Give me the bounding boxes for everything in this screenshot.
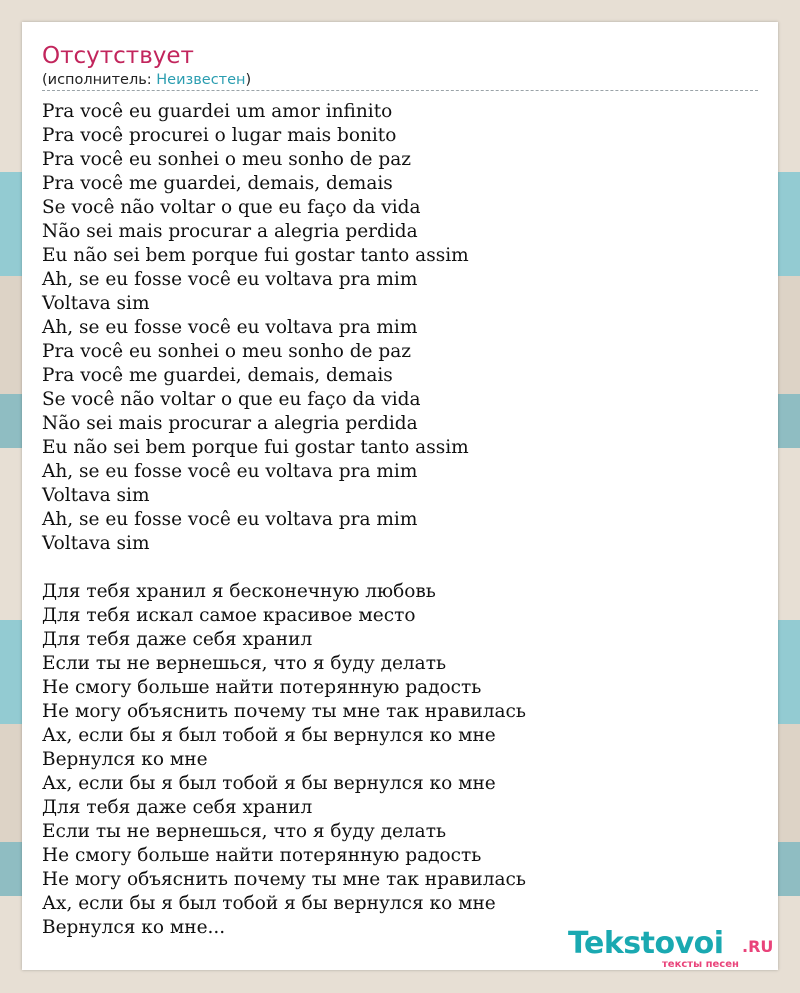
lyric-line: Eu não sei bem porque fui gostar tanto assim xyxy=(42,245,469,266)
lyric-line: Не смогу больше найти потерянную радость xyxy=(42,845,482,866)
lyrics-card xyxy=(22,22,778,970)
divider xyxy=(42,90,758,91)
site-logo[interactable] xyxy=(568,926,778,972)
lyric-line: Ах, если бы я был тобой я бы вернулся ко мне xyxy=(42,725,496,746)
lyric-line: Не могу объяснить почему ты мне так нравилась xyxy=(42,701,526,722)
lyric-line: Ах, если бы я был тобой я бы вернулся ко мне xyxy=(42,773,496,794)
logo-tagline: тексты песен xyxy=(662,959,739,970)
lyric-line: Ah, se eu fosse você eu voltava pra mim xyxy=(42,317,418,338)
logo-domain: .RU xyxy=(742,937,774,956)
lyric-line: Pra você eu sonhei o meu sonho de paz xyxy=(42,149,412,170)
lyric-line: Eu não sei bem porque fui gostar tanto assim xyxy=(42,437,469,458)
lyric-line: Не смогу больше найти потерянную радость xyxy=(42,677,482,698)
lyric-line: Если ты не вернешься, что я буду делать xyxy=(42,653,447,674)
lyric-line: Для тебя даже себя хранил xyxy=(42,629,313,650)
lyric-line: Ah, se eu fosse você eu voltava pra mim xyxy=(42,509,418,530)
lyric-line: Não sei mais procurar a alegria perdida xyxy=(42,413,418,434)
lyric-line: Voltava sim xyxy=(42,485,150,506)
lyric-line: Pra você eu sonhei o meu sonho de paz xyxy=(42,341,412,362)
lyric-line: Pra você eu guardei um amor infinito xyxy=(42,101,393,122)
lyric-line: Для тебя хранил я бесконечную любовь xyxy=(42,581,436,602)
artist-suffix: ) xyxy=(245,72,252,88)
lyric-line: Для тебя даже себя хранил xyxy=(42,797,313,818)
artist-link[interactable]: Неизвестен xyxy=(156,72,246,88)
lyric-line: Ah, se eu fosse você eu voltava pra mim xyxy=(42,269,418,290)
lyric-line: Voltava sim xyxy=(42,293,150,314)
artist-line xyxy=(42,71,251,89)
lyric-line: Voltava sim xyxy=(42,533,150,554)
lyric-line: Não sei mais procurar a alegria perdida xyxy=(42,221,418,242)
lyric-line-blank xyxy=(42,556,762,580)
lyric-line: Вернулся ко мне xyxy=(42,749,208,770)
lyric-line: Pra você me guardei, demais, demais xyxy=(42,365,393,386)
logo-name: Tekstovoi xyxy=(568,926,724,961)
lyric-line: Вернулся ко мне... xyxy=(42,917,226,938)
lyric-line: Не могу объяснить почему ты мне так нравилась xyxy=(42,869,526,890)
song-title: Отсутствует xyxy=(42,43,194,69)
lyric-line: Pra você me guardei, demais, demais xyxy=(42,173,393,194)
artist-prefix: (исполнитель: xyxy=(42,72,157,88)
lyric-line: Ах, если бы я был тобой я бы вернулся ко мне xyxy=(42,893,496,914)
lyric-line: Se você não voltar o que eu faço da vida xyxy=(42,389,421,410)
lyrics-body xyxy=(42,100,762,940)
lyric-line: Se você não voltar o que eu faço da vida xyxy=(42,197,421,218)
lyric-line: Pra você procurei o lugar mais bonito xyxy=(42,125,397,146)
lyric-line: Для тебя искал самое красивое место xyxy=(42,605,416,626)
lyric-line: Ah, se eu fosse você eu voltava pra mim xyxy=(42,461,418,482)
lyric-line: Если ты не вернешься, что я буду делать xyxy=(42,821,447,842)
